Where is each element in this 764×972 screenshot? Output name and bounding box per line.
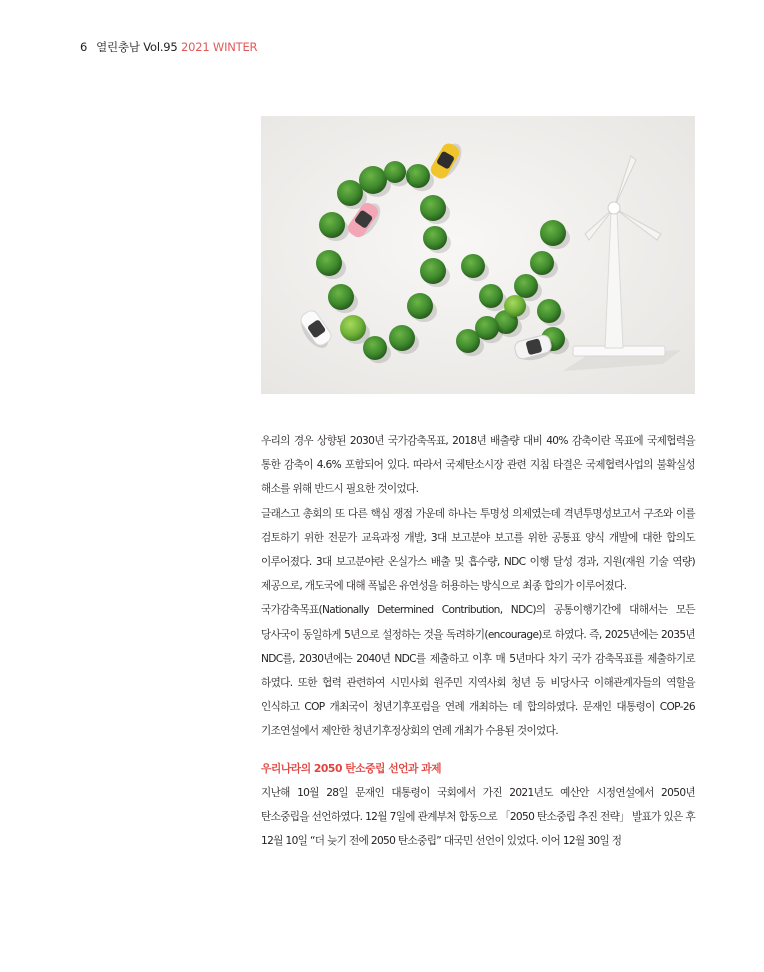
- tree-icon: [389, 325, 415, 351]
- page-number: 6: [80, 40, 88, 54]
- tree-icon: [479, 284, 503, 308]
- tree-icon: [456, 329, 480, 353]
- paragraph: 글래스고 총회의 또 다른 핵심 쟁점 가운데 하나는 투명성 의제였는데 격년투명성보고서 구조와 이를 검토하기 위한 전문가 교육과정 개발, 3대 보고분야 보고를 위한 공통표 양식 개발에 대한 합의도 이루어졌다. 3대 보고분야란 온실가스 배출 및 흡수량, NDC 이행 달성 경과, 지원(재원 기술 역량) 제공으로, 개도국에 대해 폭넓은 유연성을 허용하는 방식으로 최종 합의가 이루어졌다.: [261, 507, 695, 593]
- tree-icon: [359, 166, 387, 194]
- tree-icon: [316, 250, 342, 276]
- ox-trees-photo-icon: [261, 116, 695, 394]
- tree-icon: [328, 284, 354, 310]
- tree-icon: [461, 254, 485, 278]
- tree-icon: [384, 161, 406, 183]
- tree-icon: [420, 258, 446, 284]
- article-photo: [261, 116, 695, 394]
- tree-icon: [407, 293, 433, 319]
- tree-icon: [514, 274, 538, 298]
- tree-icon: [537, 299, 561, 323]
- paragraph: 지난해 10월 28일 문재인 대통령이 국회에서 가진 2021년도 예산안 시정연설에서 2050년 탄소중립을 선언하였다. 12월 7일에 관계부처 합동으로 「2050 탄소중립 추진 전략」 발표가 있은 후 12월 10일 “더 늦기 전에 2050 탄소중립” 대국민 선언이 있었다. 이어 12월 30일 정: [261, 786, 695, 848]
- section-heading: 우리나라의 2050 탄소중립 선언과 과제: [261, 761, 442, 775]
- tree-icon: [420, 195, 446, 221]
- tree-icon: [423, 226, 447, 250]
- paragraph: 우리의 경우 상향된 2030년 국가감축목표, 2018년 배출량 대비 40% 감축이란 목표에 국제협력을 통한 감축이 4.6% 포함되어 있다. 따라서 국제탄소시장 관련 지침 타결은 국제협력사업의 불확실성 해소를 위해 반드시 필요한 것이었다.: [261, 435, 695, 496]
- tree-icon: [337, 180, 363, 206]
- tree-icon: [319, 212, 345, 238]
- magazine-title: 열린충남 Vol.95: [96, 40, 178, 54]
- tree-icon: [530, 251, 554, 275]
- issue-season: 2021 WINTER: [180, 40, 258, 54]
- running-header: [80, 39, 257, 55]
- paragraph: 국가감축목표(Nationally Determined Contribution, NDC)의 공통이행기간에 대해서는 모든 당사국이 동일하게 5년으로 설정하는 것을 독려하기(encourage)로 하였다. 즉, 2025년에는 2035년 NDC를, 2030년에는 2040년 NDC를 제출하고 이후 매 5년마다 차기 국가 감축목표를 제출하기로 하였다. 또한 협력 관련하여 시민사회 원주민 지역사회 청년 등 비당사국 이해관계자들의 역할을 인식하고 COP 개최국이 청년기후포럼을 연례 개최하는 데 합의하였다. 문재인 대통령이 COP-26 기조연설에서 제안한 청년기후정상회의 연례 개최가 수용된 것이었다.: [261, 604, 695, 738]
- tree-icon: [540, 220, 566, 246]
- article-body: [261, 429, 695, 853]
- tree-icon: [363, 336, 387, 360]
- tree-icon: [504, 295, 526, 317]
- tree-icon: [340, 315, 366, 341]
